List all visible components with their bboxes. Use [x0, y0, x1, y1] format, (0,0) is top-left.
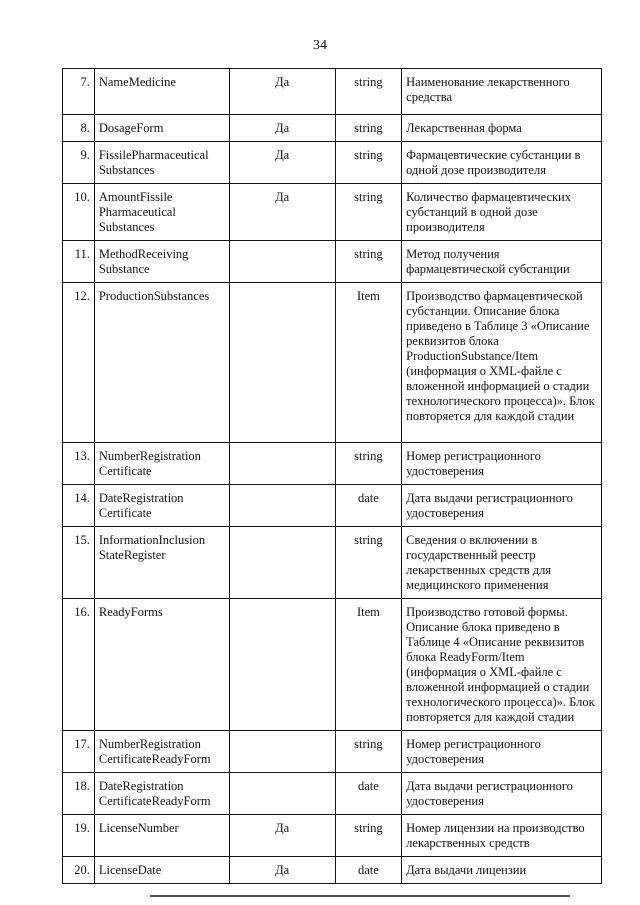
- required-flag: [229, 731, 335, 773]
- element-name: DateRegistration Certificate: [94, 485, 229, 527]
- row-number: 8.: [63, 115, 95, 142]
- table-row: [63, 815, 602, 857]
- page-number: 34: [313, 38, 327, 53]
- table-row: [63, 69, 602, 115]
- data-type: string: [335, 443, 401, 485]
- element-description: Производство готовой формы. Описание блока приведено в Таблице 4 «Описание реквизитов блока ReadyForm/Item (информация о XML-файле с вложенной информацией о стадии технологического процесса)». Блок повторяется для каждой стадии: [402, 599, 602, 731]
- element-name: NameMedicine: [94, 69, 229, 115]
- data-type: string: [335, 142, 401, 184]
- element-name: ProductionSubstances: [94, 283, 229, 443]
- table-row: [63, 599, 602, 731]
- required-flag: [229, 527, 335, 599]
- table-row: [63, 283, 602, 443]
- table-row: [63, 857, 602, 884]
- data-type: date: [335, 485, 401, 527]
- row-number: 9.: [63, 142, 95, 184]
- data-type: string: [335, 69, 401, 115]
- element-name: MethodReceiving Substance: [94, 241, 229, 283]
- table-row: [63, 773, 602, 815]
- required-flag: Да: [229, 857, 335, 884]
- required-flag: [229, 773, 335, 815]
- element-description: Дата выдачи регистрационного удостоверения: [402, 773, 602, 815]
- row-number: 16.: [63, 599, 95, 731]
- row-number: 14.: [63, 485, 95, 527]
- requisites-table: [62, 68, 602, 884]
- data-type: date: [335, 773, 401, 815]
- required-flag: Да: [229, 815, 335, 857]
- element-name: FissilePharmaceutical Substances: [94, 142, 229, 184]
- table-row: [63, 241, 602, 283]
- data-type: date: [335, 857, 401, 884]
- element-name: LicenseNumber: [94, 815, 229, 857]
- table-row: [63, 443, 602, 485]
- data-type: string: [335, 731, 401, 773]
- data-type: string: [335, 184, 401, 241]
- required-flag: [229, 283, 335, 443]
- row-number: 20.: [63, 857, 95, 884]
- element-description: Сведения о включении в государственный реестр лекарственных средств для медицинского применения: [402, 527, 602, 599]
- element-description: Номер регистрационного удостоверения: [402, 731, 602, 773]
- element-name: NumberRegistration CertificateReadyForm: [94, 731, 229, 773]
- element-description: Дата выдачи регистрационного удостоверения: [402, 485, 602, 527]
- data-type: string: [335, 815, 401, 857]
- required-flag: Да: [229, 184, 335, 241]
- table-row: [63, 184, 602, 241]
- table-row: [63, 485, 602, 527]
- data-type: Item: [335, 599, 401, 731]
- element-name: AmountFissile Pharmaceutical Substances: [94, 184, 229, 241]
- data-type: string: [335, 115, 401, 142]
- row-number: 19.: [63, 815, 95, 857]
- element-description: Фармацевтические субстанции в одной дозе производителя: [402, 142, 602, 184]
- table-row: [63, 115, 602, 142]
- row-number: 15.: [63, 527, 95, 599]
- data-type: Item: [335, 283, 401, 443]
- required-flag: Да: [229, 69, 335, 115]
- required-flag: [229, 443, 335, 485]
- element-description: Количество фармацевтических субстанций в одной дозе производителя: [402, 184, 602, 241]
- element-name: InformationInclusion StateRegister: [94, 527, 229, 599]
- required-flag: [229, 241, 335, 283]
- row-number: 17.: [63, 731, 95, 773]
- element-description: Наименование лекарственного средства: [402, 69, 602, 115]
- table-row: [63, 731, 602, 773]
- element-description: Номер регистрационного удостоверения: [402, 443, 602, 485]
- element-name: NumberRegistration Certificate: [94, 443, 229, 485]
- element-name: DateRegistration CertificateReadyForm: [94, 773, 229, 815]
- data-type: string: [335, 241, 401, 283]
- row-number: 10.: [63, 184, 95, 241]
- row-number: 11.: [63, 241, 95, 283]
- row-number: 18.: [63, 773, 95, 815]
- element-description: Номер лицензии на производство лекарственных средств: [402, 815, 602, 857]
- required-flag: [229, 599, 335, 731]
- element-name: LicenseDate: [94, 857, 229, 884]
- row-number: 13.: [63, 443, 95, 485]
- required-flag: [229, 485, 335, 527]
- element-description: Производство фармацевтической субстанции. Описание блока приведено в Таблице 3 «Описание реквизитов блока ProductionSubstance/Item (информация о XML-файле с вложенной информацией о стадии технологического процесса)». Блок повторяется для каждой стадии: [402, 283, 602, 443]
- required-flag: Да: [229, 115, 335, 142]
- row-number: 12.: [63, 283, 95, 443]
- element-name: ReadyForms: [94, 599, 229, 731]
- table-row: [63, 142, 602, 184]
- element-description: Метод получения фармацевтической субстанции: [402, 241, 602, 283]
- table-row: [63, 527, 602, 599]
- element-name: DosageForm: [94, 115, 229, 142]
- data-type: string: [335, 527, 401, 599]
- required-flag: Да: [229, 142, 335, 184]
- element-description: Дата выдачи лицензии: [402, 857, 602, 884]
- element-description: Лекарственная форма: [402, 115, 602, 142]
- page-bottom-rule: [150, 895, 570, 897]
- row-number: 7.: [63, 69, 95, 115]
